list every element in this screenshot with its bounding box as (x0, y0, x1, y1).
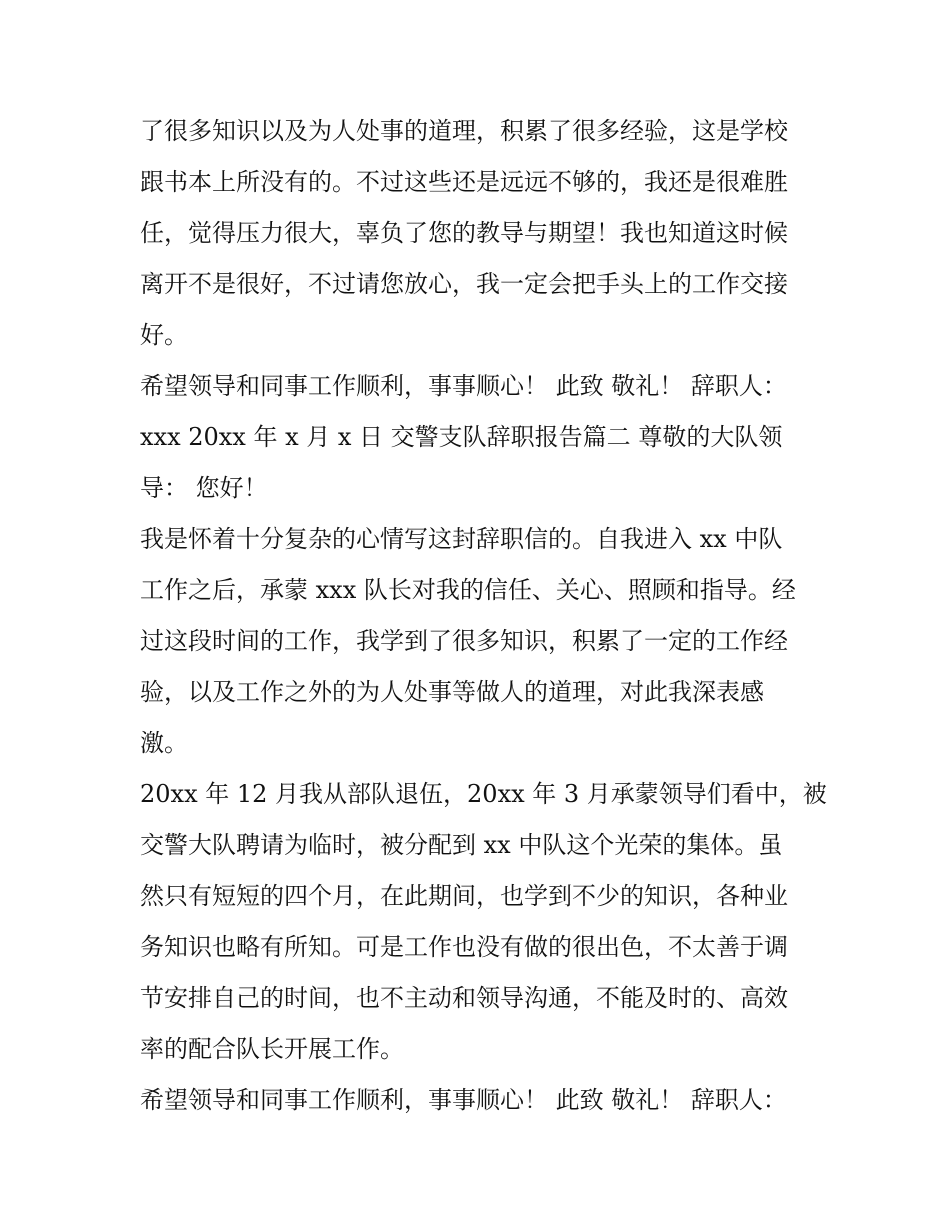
text-line: 率的配合队长开展工作。 (140, 1035, 404, 1063)
text-line: 了很多知识以及为人处事的道理，积累了很多经验，这是学校 (140, 117, 788, 145)
text-line: 激。 (140, 729, 188, 757)
text-line: 务知识也略有所知。可是工作也没有做的很出色，不太善于调 (140, 933, 788, 961)
text-line: 工作之后，承蒙 xxx 队长对我的信任、关心、照顾和指导。经 (140, 576, 796, 604)
text-line: 验，以及工作之外的为人处事等做人的道理，对此我深表感 (140, 678, 764, 706)
text-line: 20xx 年 12 月我从部队退伍，20xx 年 3 月承蒙领导们看中，被 (140, 780, 827, 808)
text-line: xxx 20xx 年 x 月 x 日 交警支队辞职报告篇二 尊敬的大队领 (140, 423, 783, 451)
text-line: 任，觉得压力很大，辜负了您的教导与期望！我也知道这时候 (140, 219, 788, 247)
text-line: 我是怀着十分复杂的心情写这封辞职信的。自我进入 xx 中队 (140, 525, 783, 553)
text-line: 节安排自己的时间，也不主动和领导沟通，不能及时的、高效 (140, 984, 788, 1012)
document-body (140, 106, 827, 1126)
text-line: 跟书本上所没有的。不过这些还是远远不够的，我还是很难胜 (140, 168, 788, 196)
text-line: 导： 您好！ (140, 474, 268, 502)
text-line: 好。 (140, 321, 188, 349)
text-line: 希望领导和同事工作顺利，事事顺心！ 此致 敬礼！ 辞职人： (140, 372, 787, 400)
text-line: 离开不是很好，不过请您放心，我一定会把手头上的工作交接 (140, 270, 788, 298)
text-line: 过这段时间的工作，我学到了很多知识，积累了一定的工作经 (140, 627, 788, 655)
text-line: 希望领导和同事工作顺利，事事顺心！ 此致 敬礼！ 辞职人： (140, 1086, 787, 1114)
text-line: 然只有短短的四个月，在此期间，也学到不少的知识，各种业 (140, 882, 788, 910)
text-line: 交警大队聘请为临时，被分配到 xx 中队这个光荣的集体。虽 (140, 831, 783, 859)
